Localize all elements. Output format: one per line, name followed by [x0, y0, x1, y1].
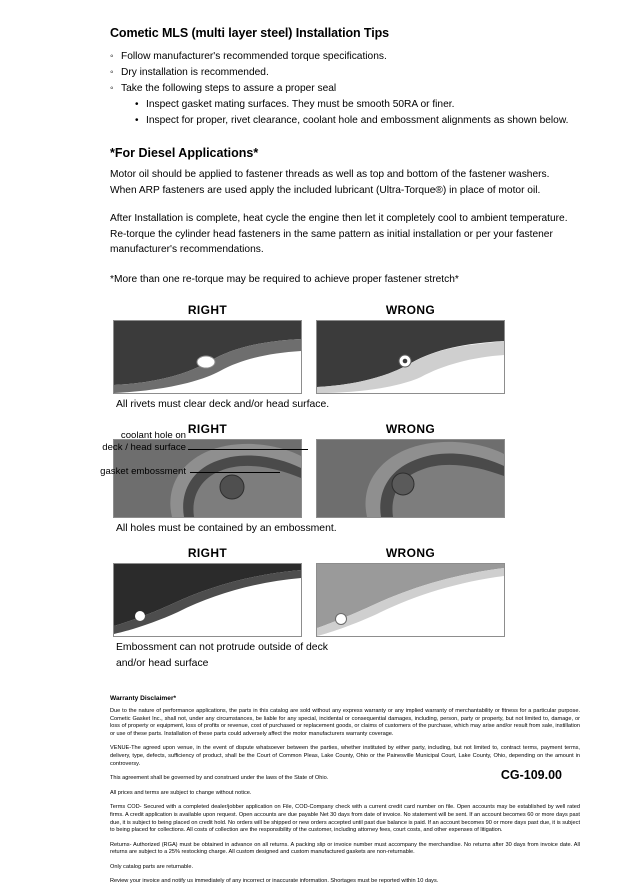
callout-coolant-leader	[188, 449, 308, 450]
figure-wrong-rivets	[316, 303, 505, 394]
figure-image-wrong-protrusion	[316, 563, 505, 637]
figure-wrong-protrusion	[316, 546, 505, 637]
page-title: Cometic MLS (multi layer steel) Installation Tips	[110, 26, 389, 40]
figure-wrong-embossment	[316, 422, 505, 518]
tip-text: Follow manufacturer's recommended torque specifications.	[121, 51, 387, 62]
figure-image-wrong-embossment	[316, 439, 505, 518]
figure-caption-embossment: All holes must be contained by an embossment.	[116, 522, 337, 534]
figure-caption-protrusion-line-1: Embossment can not protrude outside of deck	[116, 641, 328, 653]
tip-sublist	[135, 97, 576, 129]
callout-coolant-line-1: coolant hole on	[120, 429, 186, 441]
figure-row-embossment-wrap	[42, 422, 576, 518]
warranty-paragraph: Review your invoice and notify us immediately of any incorrect or inaccurate information. Shortages must be reported within 10 days.	[110, 878, 439, 885]
list-item	[135, 97, 576, 113]
figure-label: RIGHT	[187, 545, 228, 560]
caption-wrap-rivets	[113, 399, 505, 410]
figure-label: RIGHT	[187, 302, 228, 317]
warranty-paragraph: VENUE-The agreed upon venue, in the event of dispute whatsoever between the parties, whether instituted by either party, including, but not limited to, contract terms, payment terms, delivery, type, defects, sufficiency of product, shall be the Court of Common Pleas, Lake County, Ohio or the Painesville Municipal Court, Lake County, Ohio, depending on the amount in controversy.	[110, 745, 580, 767]
callout-embossment-leader	[190, 472, 280, 473]
callout-gasket-embossment	[66, 466, 186, 478]
tip-text: Take the following steps to assure a proper seal	[121, 83, 337, 94]
list-item	[110, 49, 576, 65]
figure-image-right-protrusion	[113, 563, 302, 637]
figure-label: RIGHT	[187, 421, 228, 436]
list-item	[110, 81, 576, 129]
callout-coolant-hole	[36, 430, 186, 454]
warranty-paragraph: All prices and terms are subject to change without notice.	[110, 789, 252, 796]
diesel-section-heading: *For Diesel Applications*	[110, 146, 259, 160]
caption-wrap-protrusion	[113, 642, 505, 669]
list-item	[135, 113, 576, 129]
figure-row-rivets	[42, 303, 576, 394]
tip-text: Dry installation is recommended.	[121, 67, 269, 78]
figure-image-wrong-rivets	[316, 320, 505, 394]
warranty-paragraph: Returns- Authorized (RGA) must be obtained in advance on all returns. A packing slip or invoice number must accompany the merchandise. No returns after 30 days from invoice date. All returns are subject to a 25% restocking charge. All custom designed and custom manufactured gaskets are non-returnable.	[110, 841, 580, 856]
figure-right-protrusion	[113, 546, 302, 637]
figure-right-rivets	[113, 303, 302, 394]
figure-row-protrusion	[42, 546, 576, 637]
warranty-disclaimer	[110, 695, 580, 886]
subtip-text: Inspect gasket mating surfaces. They must be smooth 50RA or finer.	[146, 99, 455, 110]
warranty-paragraph: Due to the nature of performance applications, the parts in this catalog are sold without any express warranty or any implied warranty of merchantability or fitness for a particular purpose. Cometic Gasket Inc., shall not, under any circumstances, be liable for any special, incidental or consequential damages, including, person, party or property, but not limited to, damage, or loss of property or equipment, loss of profits or revenue, cost of purchased or replacement goods, or claims of customers of the purchase, which may arise and/or result from sale, instillation or use of these parts. Installation of these parts could adversely affect the motor manufacturers warranty coverage.	[110, 707, 580, 737]
installation-tips-list	[110, 49, 576, 129]
subtip-text: Inspect for proper, rivet clearance, coolant hole and embossment alignments as shown below.	[146, 115, 569, 126]
figure-image-right-rivets	[113, 320, 302, 394]
figure-section	[42, 303, 576, 669]
warranty-heading: Warranty Disclaimer*	[110, 694, 177, 702]
figure-label: WRONG	[385, 302, 436, 317]
caption-wrap-embossment	[113, 523, 505, 534]
warranty-paragraph: Only catalog parts are returnable.	[110, 863, 194, 870]
list-item	[110, 65, 576, 81]
callout-coolant-line-2: deck / head surface	[102, 441, 186, 453]
figure-label: WRONG	[385, 545, 436, 560]
diesel-note: *More than one re-torque may be required to achieve proper fastener stretch*	[110, 273, 459, 285]
figure-label: WRONG	[385, 421, 436, 436]
document-id: CG-109.00	[500, 768, 562, 782]
diesel-paragraph-1: Motor oil should be applied to fastener threads as well as top and bottom of the fastener washers. When ARP fasteners are used apply the included lubricant (Ultra-Torque®) in place of motor oil.	[110, 169, 550, 196]
figure-caption-protrusion-line-2: and/or head surface	[116, 657, 209, 669]
figure-caption-rivets: All rivets must clear deck and/or head surface.	[116, 398, 330, 410]
callout-embossment-label: gasket embossment	[100, 465, 186, 477]
warranty-paragraph: Terms COD- Secured with a completed dealer/jobber application on File, COD-Company check with a current credit card number on file. Open accounts may be established by well rated firms. A credit application is available upon request. Open accounts are due payable Net 30 days from date of invoice. No statement will be sent. If an account becomes 60 or more days past due, it is subject to being placed on credit hold. No orders will be shipped or new orders accepted until past due balance is paid. If an account becomes 90 or more days past due, it is subject to being placed for collections. All costs of collection are the responsibility of the customer, including attorney fees, court costs, and other expenses of litigation.	[110, 804, 580, 834]
diesel-paragraph-2: After Installation is complete, heat cycle the engine then let it completely cool to ambient temperature. Re-torque the cylinder head fasteners in the same pattern as initial installation or per your fastener manufacturer's recommendations.	[110, 213, 568, 256]
warranty-paragraph: This agreement shall be governed by and construed under the laws of the State of Ohio.	[110, 775, 329, 782]
